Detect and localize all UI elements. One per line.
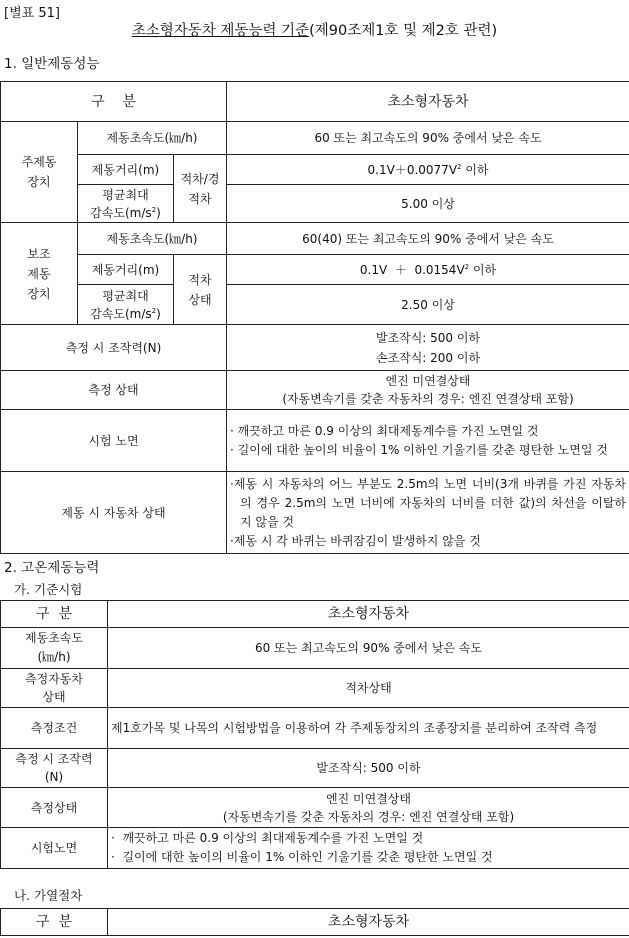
- force-foot: 발조작식: 500 이하: [375, 330, 481, 345]
- aux-load-label: 적차 상태: [174, 255, 227, 325]
- aux-decel-label: [78, 285, 174, 325]
- vehicle-state-label: 제동 시 자동차 상태: [1, 472, 227, 554]
- hot-surface-value-1: · 깨끗하고 마른 0.9 이상의 최대제동계수를 가진 노면일 것: [111, 831, 424, 845]
- hot-speed-value: 60 또는 최고속도의 90% 중에서 낮은 속도: [108, 628, 629, 669]
- surface-value: [227, 410, 629, 472]
- aux-distance-label: 제동거리(m): [78, 255, 174, 285]
- section-1-heading: 1. 일반제동성능: [4, 56, 100, 72]
- header-vehicle-2: 초소형자동차: [108, 601, 629, 628]
- section-2-heading: 2. 고온제동능력: [4, 560, 100, 576]
- hot-force-value: 발조작식: 500 이하: [108, 749, 629, 788]
- header-gubun-2: 구 분: [1, 601, 108, 628]
- header-vehicle: 초소형자동차: [227, 82, 629, 122]
- general-braking-table: [0, 81, 629, 554]
- main-decel-label-2: 감속도(m/s: [90, 205, 152, 220]
- vehicle-state-value-2: ·제동 시 각 바퀴는 바퀴잠김이 발생하지 않을 것: [230, 533, 481, 548]
- main-distance-formula: 0.1V＋0.0077V: [367, 162, 458, 177]
- section-2-sub-heading: 가. 기준시험: [14, 582, 83, 597]
- hot-force-label: 측정 시 조작력 (N): [1, 749, 108, 788]
- hot-condition-value: 제1호가목 및 나목의 시험방법을 이용하여 각 주제동장치의 조종장치를 분리하여 조작력 측정: [108, 708, 629, 749]
- section-2b-sub-heading: 나. 가열절차: [14, 888, 83, 903]
- aux-decel-close: ): [156, 306, 161, 321]
- state-value: [227, 371, 629, 410]
- hot-state-value-1: 엔진 미연결상태: [326, 791, 411, 806]
- main-brake-label: 주제동 장치: [1, 122, 78, 223]
- vehicle-state-value-1: ·제동 시 자동차의 어느 부분도 2.5m의 노면 너비(3개 바퀴를 가진 자동차의 경우 2.5m의 노면 너비에 자동차의 너비를 더한 값)의 차선을 이탈하지 않을 것: [230, 476, 627, 529]
- surface-label: 시험 노면: [1, 410, 227, 472]
- main-distance-exp: 2: [457, 162, 462, 171]
- main-decel-value: 5.00 이상: [227, 185, 629, 223]
- force-label: 측정 시 조작력(N): [1, 325, 227, 371]
- aux-decel-exp: 2: [151, 306, 157, 315]
- force-hand: 손조작식: 200 이하: [375, 350, 481, 365]
- page-title: [0, 19, 629, 40]
- hot-state-value-2: (자동변속기를 갖춘 자동차의 경우: 엔진 연결상태 포함): [222, 809, 515, 824]
- main-distance-value: [227, 155, 629, 185]
- hot-vehicle-state-value: 적차상태: [108, 669, 629, 708]
- annex-tag: [별표 51]: [4, 6, 60, 21]
- header-vehicle-3: 초소형자동차: [108, 909, 629, 936]
- aux-decel-value: 2.50 이상: [227, 285, 629, 325]
- aux-speed-label: 제동초속도(㎞/h): [78, 223, 227, 255]
- surface-value-2: · 길이에 대한 높이의 비율이 1% 이하인 기울기를 갖춘 평탄한 노면일 것: [230, 442, 608, 457]
- state-value-1: 엔진 미연결상태: [385, 374, 471, 388]
- heating-procedure-table: [0, 908, 629, 936]
- aux-speed-value: 60(40) 또는 최고속도의 90% 중에서 낮은 속도: [227, 223, 629, 255]
- aux-distance-suffix: 이하: [469, 262, 497, 277]
- aux-decel-label-1: 평균최대: [102, 288, 149, 303]
- aux-distance-exp: 2: [464, 262, 470, 271]
- hot-surface-value: [108, 828, 629, 869]
- force-value: [227, 325, 629, 371]
- main-speed-value: 60 또는 최고속도의 90% 중에서 낮은 속도: [227, 122, 629, 155]
- main-decel-label-1: 평균최대: [102, 187, 149, 202]
- state-value-2: (자동변속기를 갖춘 자동차의 경우: 엔진 연결상태 포함): [282, 392, 574, 406]
- main-decel-exp: 2: [151, 205, 157, 214]
- main-distance-suffix: 이하: [461, 162, 489, 177]
- aux-distance-formula: 0.1V ＋ 0.0154V: [359, 262, 465, 277]
- vehicle-state-value: [227, 472, 629, 554]
- hot-state-value: [108, 788, 629, 828]
- title-main: 초소형자동차 제동능력 기준: [131, 23, 310, 39]
- hot-speed-label: 제동초속도 (㎞/h): [1, 628, 108, 669]
- aux-brake-label: 보조 제동 장치: [1, 223, 78, 325]
- main-distance-label: 제동거리(m): [78, 155, 174, 185]
- surface-value-1: · 깨끗하고 마른 0.9 이상의 최대제동계수를 가진 노면일 것: [230, 423, 539, 438]
- hot-vehicle-state-label: 측정자동차 상태: [1, 669, 108, 708]
- header-gubun-3: 구 분: [1, 909, 108, 936]
- main-decel-close: ): [156, 205, 161, 220]
- aux-decel-label-2: 감속도(m/s: [90, 306, 152, 321]
- hot-state-label: 측정상태: [1, 788, 108, 828]
- header-gubun: 구 분: [1, 82, 227, 122]
- main-load-label: 적차/경 적차: [174, 155, 227, 223]
- aux-distance-value: [227, 255, 629, 285]
- main-decel-label: [78, 185, 174, 223]
- state-label: 측정 상태: [1, 371, 227, 410]
- hot-surface-label: 시험노면: [1, 828, 108, 869]
- hot-surface-value-2: · 길이에 대한 높이의 비율이 1% 이하인 기울기를 갖춘 평탄한 노면일 것: [111, 850, 493, 864]
- hot-braking-table: [0, 600, 629, 869]
- main-speed-label: 제동초속도(㎞/h): [78, 122, 227, 155]
- title-rest: (제90조제1호 및 제2호 관련): [309, 23, 498, 39]
- hot-condition-label: 측정조건: [1, 708, 108, 749]
